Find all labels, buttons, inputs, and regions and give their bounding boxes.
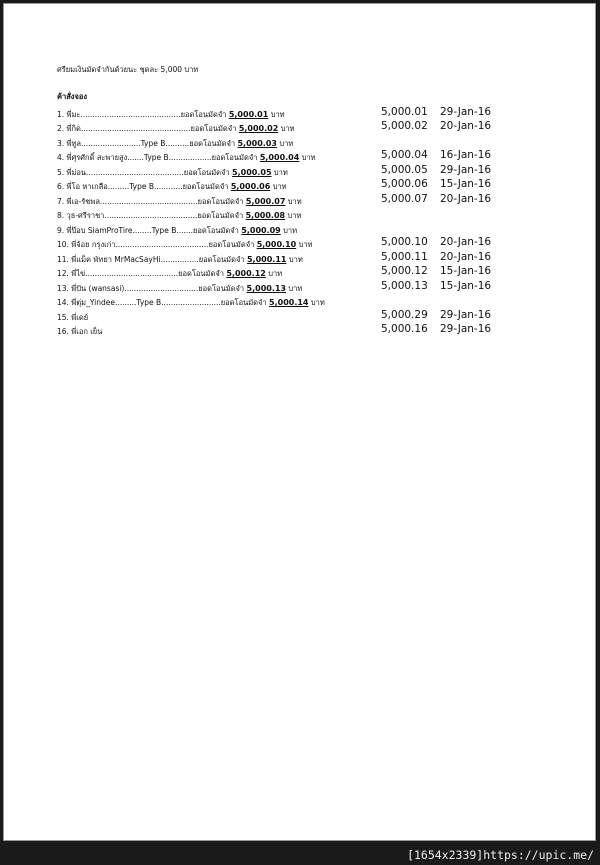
table-row — [4, 251, 597, 265]
order-description — [57, 297, 325, 309]
deposit-amount: 5,000.07 — [245, 197, 286, 206]
image-size-url-caption: [1654x2339]https://upic.me/ — [407, 848, 594, 862]
currency-unit: บาท — [301, 153, 316, 162]
currency-unit: บาท — [283, 226, 298, 235]
deposit-amount: 5,000.01 — [228, 110, 269, 119]
deposit-amount: 5,000.13 — [246, 284, 286, 293]
currency-unit: บาท — [287, 211, 302, 220]
paid-date: 29-Jan-16 — [440, 323, 492, 335]
table-row — [4, 193, 597, 207]
order-name-text: 13. พี่ปัน (wansasi)...............................ยอดโอนมัดจำ — [57, 284, 245, 293]
order-description — [57, 152, 316, 164]
deposit-amount: 5,000.08 — [245, 211, 286, 220]
deposit-amount: 5,000.04 — [259, 153, 300, 162]
table-row — [4, 222, 597, 236]
paid-amount: 5,000.07 — [381, 193, 428, 205]
table-row — [4, 207, 597, 221]
table-row — [4, 135, 597, 149]
paid-date: 15-Jan-16 — [440, 265, 492, 277]
paid-date: 15-Jan-16 — [440, 178, 492, 190]
order-name-text: 4. พี่ศุรศักดิ์ สะพายสูง.......Type B..................ยอดโอนมัดจำ — [57, 153, 258, 162]
paid-date: 20-Jan-16 — [440, 120, 492, 132]
order-name-text: 12. พี่ไข่.......................................ยอดโอนมัดจำ — [57, 269, 224, 278]
order-description — [57, 123, 295, 135]
order-description — [57, 239, 313, 251]
order-name-text: 14. พี่ตุ่ม_Yindee.........Type B.........................ยอดโอนมัดจำ — [57, 298, 267, 307]
currency-unit: บาท — [273, 168, 288, 177]
paid-amount: 5,000.04 — [381, 149, 428, 161]
deposit-amount: 5,000.11 — [246, 255, 287, 264]
paid-date: 29-Jan-16 — [440, 164, 492, 176]
paid-amount: 5,000.11 — [381, 251, 428, 263]
paid-date: 16-Jan-16 — [440, 149, 492, 161]
currency-unit: บาท — [272, 182, 287, 191]
table-row — [4, 265, 597, 279]
order-name-text: 3. พี่ทูล.........................Type B..........ยอดโอนมัดจำ — [57, 139, 236, 148]
deposit-amount: 5,000.03 — [237, 139, 277, 148]
table-row — [4, 178, 597, 192]
paid-amount: 5,000.12 — [381, 265, 428, 277]
table-row — [4, 106, 597, 120]
currency-unit: บาท — [287, 197, 302, 206]
paid-date: 15-Jan-16 — [440, 280, 492, 292]
table-row — [4, 236, 597, 250]
paid-date: 20-Jan-16 — [440, 193, 492, 205]
table-row — [4, 323, 597, 337]
order-name-text: 5. พี่ม่อน.........................................ยอดโอนมัดจำ — [57, 168, 230, 177]
intro-text: ศรียมเงินมัดจำกันด้วยนะ ชุดละ 5,000 บาท — [57, 65, 199, 74]
order-name-text: 8. วุธ-ศรีราชา.......................................ยอดโอนมัดจำ — [57, 211, 244, 220]
table-row — [4, 120, 597, 134]
order-name-text: 2. พี่กิด..............................................ยอดโอนมัดจำ — [57, 124, 237, 133]
currency-unit: บาท — [288, 284, 303, 293]
deposit-amount: 5,000.14 — [269, 298, 309, 307]
currency-unit: บาท — [279, 139, 294, 148]
currency-unit: บาท — [270, 110, 285, 119]
order-description — [57, 326, 102, 338]
order-name-text: 11. พี่แม็ค พัทยา MrMacSayHi................ยอดโอนมัดจำ — [57, 255, 245, 264]
order-heading: ค้าสั่งจอง — [57, 92, 88, 101]
paid-date: 20-Jan-16 — [440, 251, 492, 263]
table-row — [4, 280, 597, 294]
table-row — [4, 164, 597, 178]
table-row — [4, 149, 597, 163]
paid-amount: 5,000.29 — [381, 309, 428, 321]
table-row — [4, 294, 597, 308]
paid-date: 29-Jan-16 — [440, 106, 492, 118]
paid-amount: 5,000.10 — [381, 236, 428, 248]
currency-unit: บาท — [310, 298, 325, 307]
paid-amount: 5,000.01 — [381, 106, 428, 118]
paid-date: 29-Jan-16 — [440, 309, 492, 321]
paid-amount: 5,000.06 — [381, 178, 428, 190]
deposit-amount: 5,000.09 — [241, 226, 281, 235]
deposit-amount: 5,000.05 — [232, 168, 272, 177]
document-page — [3, 3, 596, 841]
currency-unit: บาท — [268, 269, 283, 278]
order-name-text: 1. พี่มะ..........................................ยอดโอนมัดจำ — [57, 110, 227, 119]
deposit-amount: 5,000.10 — [256, 240, 297, 249]
paid-amount: 5,000.16 — [381, 323, 428, 335]
paid-amount: 5,000.05 — [381, 164, 428, 176]
deposit-amount: 5,000.02 — [238, 124, 279, 133]
order-description — [57, 210, 301, 222]
deposit-amount: 5,000.12 — [226, 269, 266, 278]
order-description — [57, 268, 282, 280]
order-name-text: 9. พี่ป๊อบ SiamProTire........Type B.......ยอดโอนมัดจำ — [57, 226, 239, 235]
paid-date: 20-Jan-16 — [440, 236, 492, 248]
order-name-text: 16. พี่เอก เย็น — [57, 327, 103, 336]
paid-amount: 5,000.02 — [381, 120, 428, 132]
order-name-text: 7. พี่เอ-รัชพล.........................................ยอดโอนมัดจำ — [57, 197, 244, 206]
currency-unit: บาท — [298, 240, 313, 249]
order-description — [57, 181, 287, 193]
order-name-text: 6. พี่โอ หาเกลือ.........Type B............ยอดโอนมัดจำ — [57, 182, 229, 191]
order-name-text: 10. พี่จ้อย กรุงเก่า.......................................ยอดโอนมัดจำ — [57, 240, 255, 249]
deposit-amount: 5,000.06 — [230, 182, 271, 191]
table-row — [4, 309, 597, 323]
paid-amount: 5,000.13 — [381, 280, 428, 292]
currency-unit: บาท — [280, 124, 295, 133]
currency-unit: บาท — [288, 255, 303, 264]
image-host-bar — [0, 846, 600, 865]
order-name-text: 15. พี่เดย์ — [57, 313, 89, 322]
